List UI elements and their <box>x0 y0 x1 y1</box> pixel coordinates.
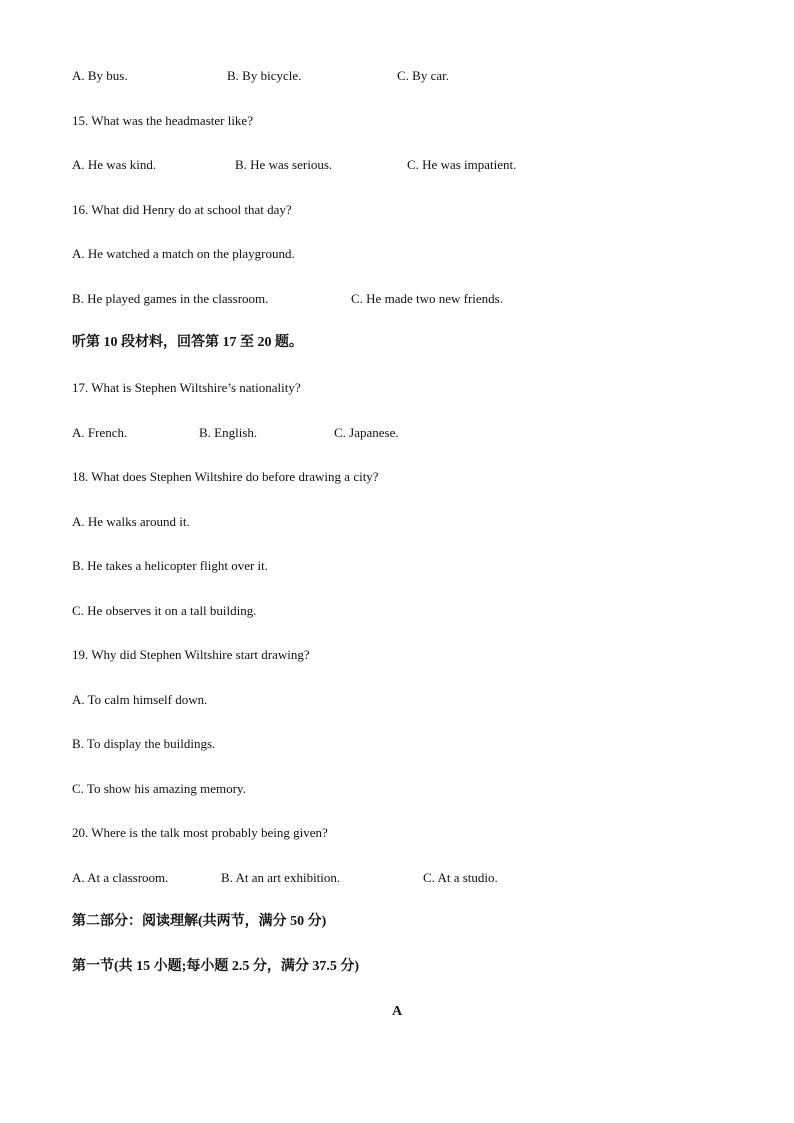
q18-option-a: A. He walks around it. <box>72 514 190 529</box>
q20-option-b: B. At an art exhibition. <box>221 870 341 885</box>
q18-option-b: B. He takes a helicopter flight over it. <box>72 558 269 573</box>
q15-option-a: A. He was kind. <box>72 157 157 172</box>
q14-option-a: A. By bus. <box>72 68 128 83</box>
q19-question: 19. Why did Stephen Wiltshire start drawing? <box>72 647 310 662</box>
q18-option-c: C. He observes it on a tall building. <box>72 603 257 618</box>
q15-option-b: B. He was serious. <box>235 157 333 172</box>
q15-question: 15. What was the headmaster like? <box>72 113 253 128</box>
q15-option-c: C. He was impatient. <box>407 157 517 172</box>
q19-option-c: C. To show his amazing memory. <box>72 781 246 796</box>
q16-question: 16. What did Henry do at school that day? <box>72 202 292 217</box>
q20-option-c: C. At a studio. <box>423 870 498 885</box>
section-10-heading: 听第 10 段材料，回答第 17 至 20 题。 <box>72 335 303 350</box>
section-1-heading: 第一节(共 15 小题;每小题 2.5 分，满分 37.5 分) <box>72 959 359 974</box>
q19-option-a: A. To calm himself down. <box>72 692 208 707</box>
q19-option-b: B. To display the buildings. <box>72 736 216 751</box>
q17-question: 17. What is Stephen Wiltshire’s nationality? <box>72 380 301 395</box>
q16-option-c: C. He made two new friends. <box>351 291 503 306</box>
q20-option-a: A. At a classroom. <box>72 870 169 885</box>
part-2-heading: 第二部分：阅读理解(共两节，满分 50 分) <box>72 914 327 929</box>
q17-option-b: B. English. <box>199 425 258 440</box>
q17-option-c: C. Japanese. <box>334 425 399 440</box>
q16-option-a: A. He watched a match on the playground. <box>72 246 295 261</box>
q14-option-b: B. By bicycle. <box>227 68 302 83</box>
passage-a-label: A <box>391 1004 403 1019</box>
q17-option-a: A. French. <box>72 425 128 440</box>
q14-option-c: C. By car. <box>397 68 449 83</box>
q16-option-b: B. He played games in the classroom. <box>72 291 269 306</box>
q20-question: 20. Where is the talk most probably being given? <box>72 825 328 840</box>
q18-question: 18. What does Stephen Wiltshire do before drawing a city? <box>72 469 379 484</box>
